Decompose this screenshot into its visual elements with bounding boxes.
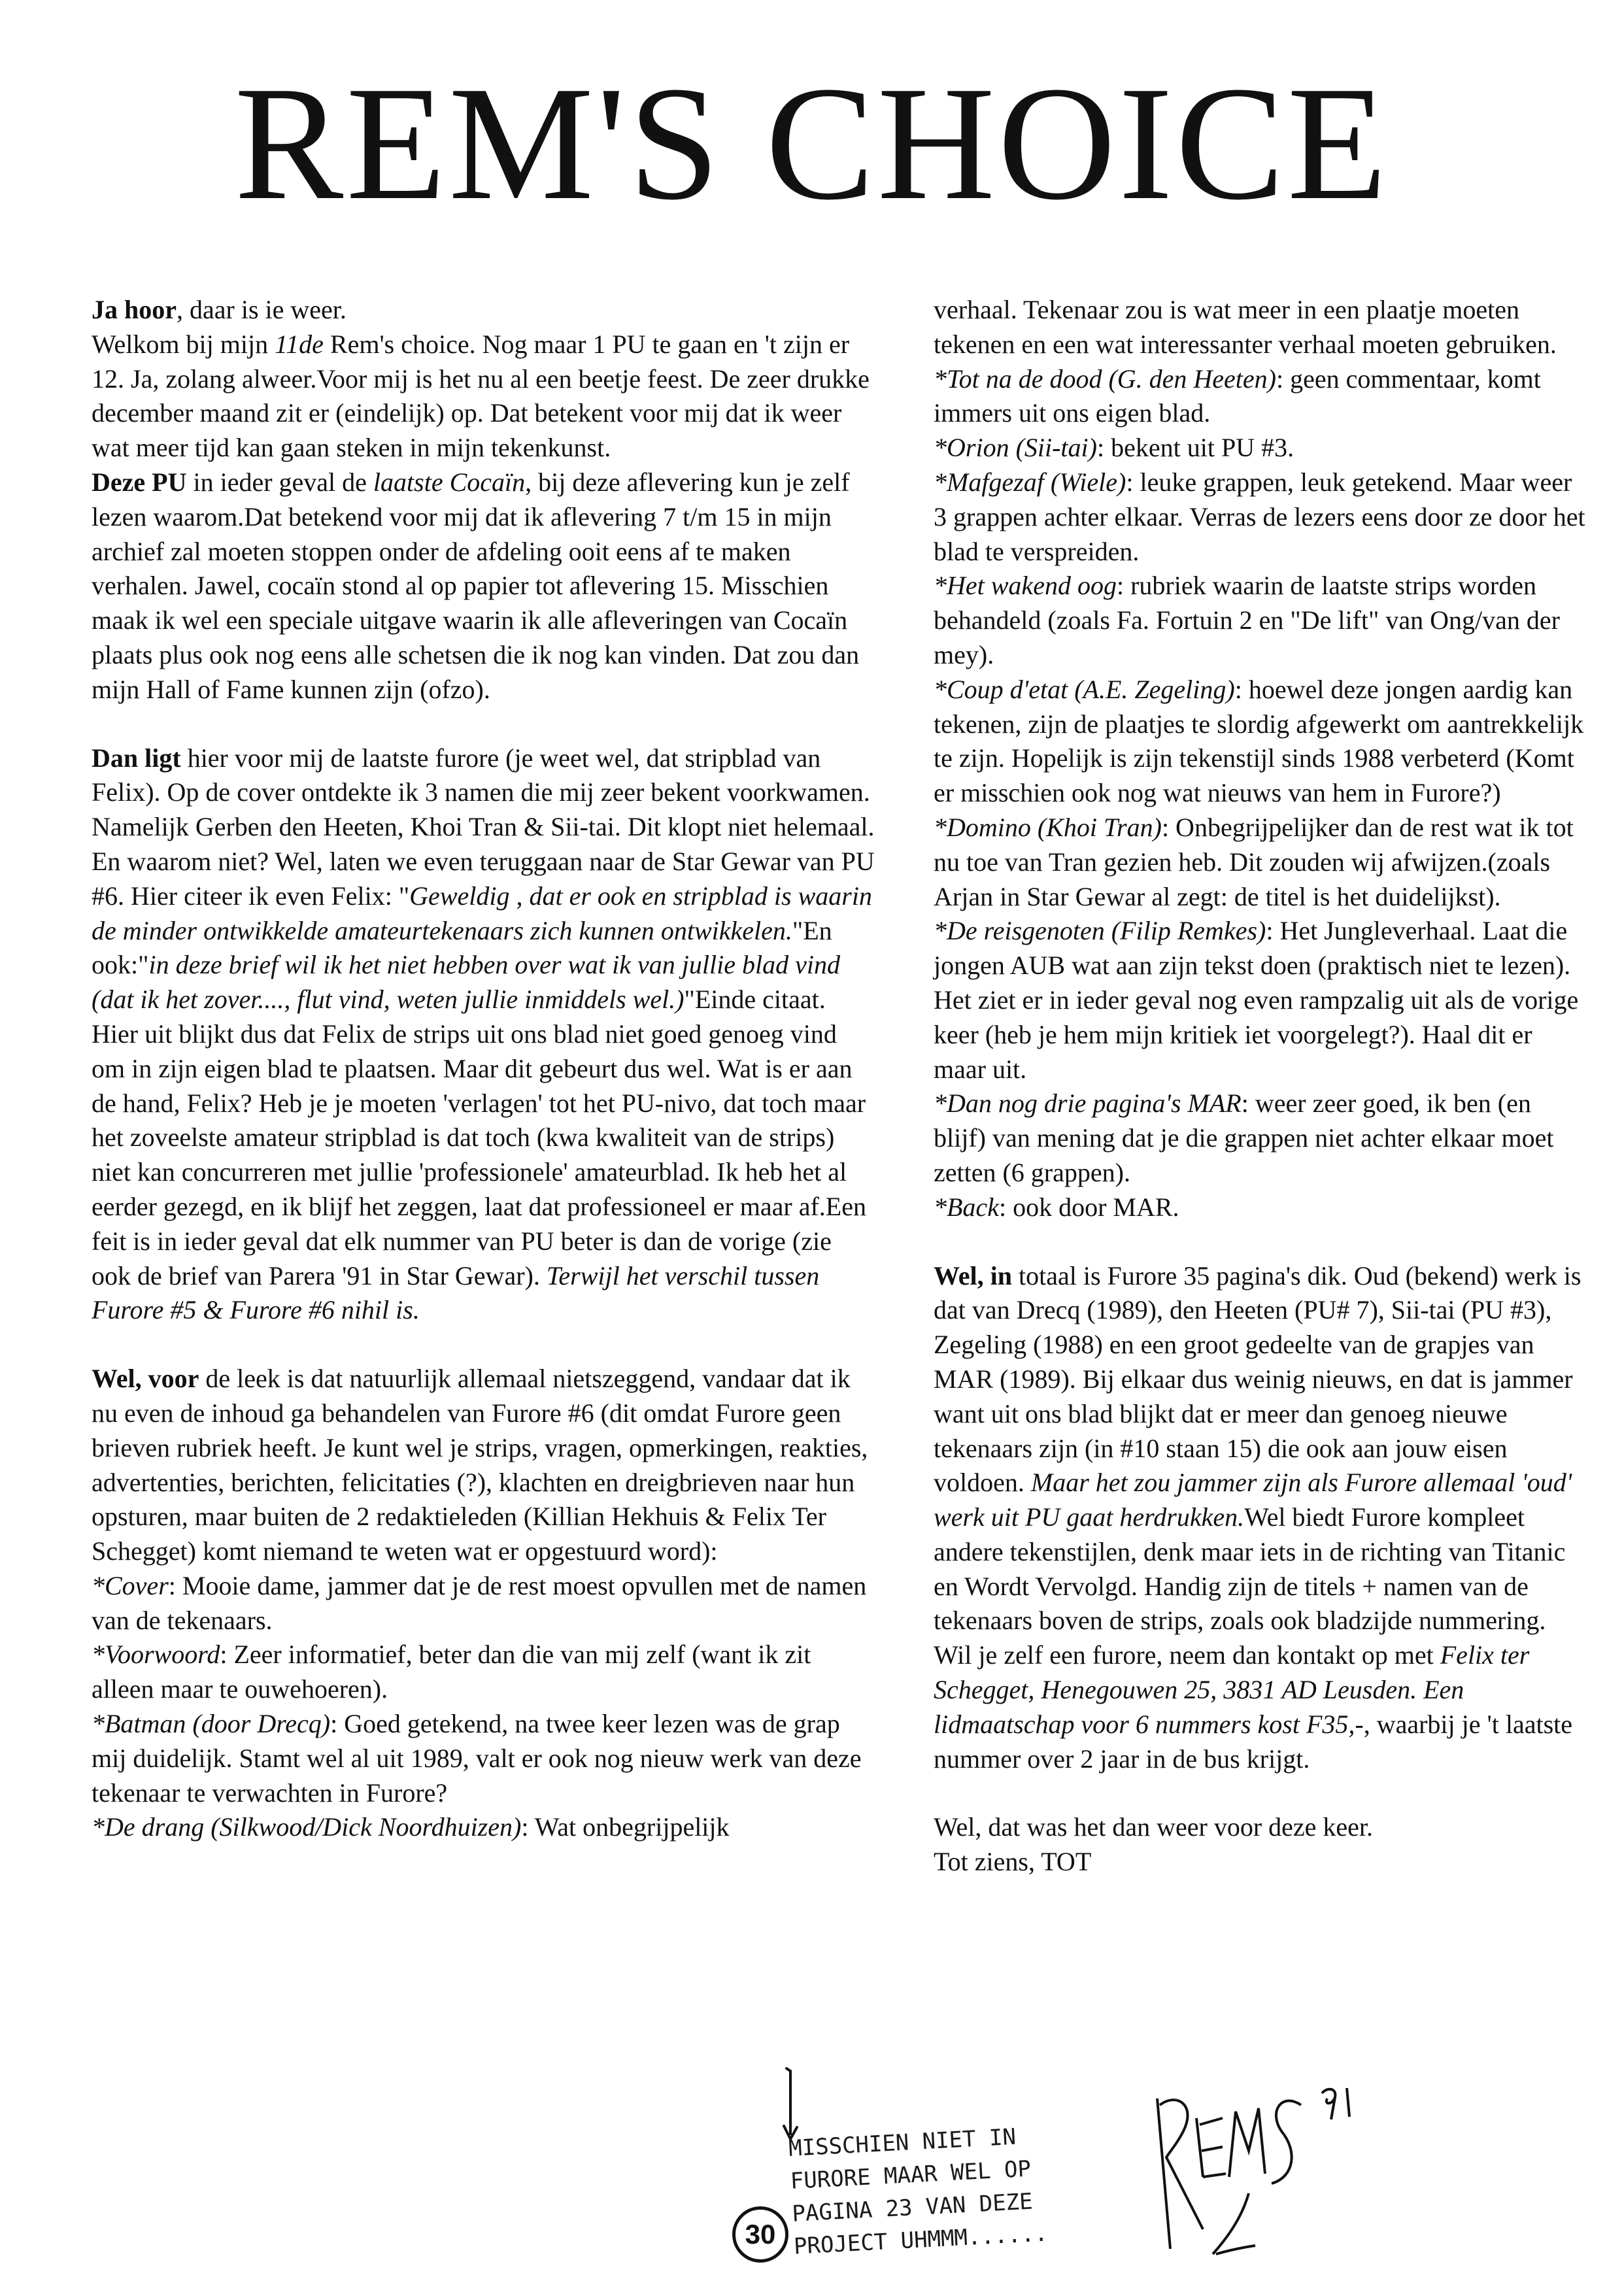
text-run: hier voor mij de laatste furore (je weet wel, dat stripblad van Felix). Op de cover ontdekte ik 3 namen die mij zeer bekent voorkwamen. Namelijk Gerben den Heeten, Khoi Tran & Sii-tai. Dit klopt niet helemaal. En waarom niet? Wel, laten we even teruggaan naar de Star Gewar van PU #6. Hier citeer ik even Felix: " xyxy=(92,743,875,911)
review-item-text: : Zeer informatief, beter dan die van mij zelf (want ik zit alleen maar te ouwehoeren). xyxy=(92,1640,811,1704)
text-run: in ieder geval de xyxy=(186,467,373,497)
handwritten-note xyxy=(788,2119,1049,2263)
review-item-text: : Goed getekend, na twee keer lezen was de grap mij duidelijk. Stamt wel al uit 1989, valt er ook nog nieuw werk van deze tekenaar te verwachten in Furore? xyxy=(92,1709,862,1808)
review-item-text: : rubriek waarin de laatste strips worden behandeld (zoals Fa. Fortuin 2 en "De lift" van Ong/van der mey). xyxy=(934,571,1560,669)
paragraph-gap xyxy=(92,707,876,741)
paragraph-continued: verhaal. Tekenaar zou is wat meer in een plaatje moeten tekenen en een wat interessanter verhaal moeten gebruiken. xyxy=(934,295,1557,359)
text-run: de leek is dat natuurlijk allemaal nietszeggend, vandaar dat ik nu even de inhoud ga behandelen van Furore #6 (dit omdat Furore geen brieven rubriek heeft. Je kunt wel je strips, vragen, opmerkingen, reakties, advertenties, berichten, felicitaties (?), klachten en dreigbrieven naar hun opsturen, maar buiten de 2 redaktieleden (Killian Hekhuis & Felix Ter Schegget) komt niemand te weten wat er opgestuurd word): xyxy=(92,1364,868,1566)
review-item xyxy=(92,1638,876,1707)
text-run: , daar is ie weer. xyxy=(177,295,347,324)
review-item-text: : hoewel deze jongen aardig kan tekenen, zijn de plaatjes te slordig afgewerkt om aantrekkelijk te zijn. Hopelijk is zijn tekenstijl sinds 1988 verbeterd (Komt er misschien ook nog wat nieuws van hem in Furore?) xyxy=(934,674,1584,808)
text-run-italic: laatste Cocaïn xyxy=(373,467,526,497)
review-item xyxy=(934,673,1587,811)
review-item-text: : Onbegrijpelijker dan de rest wat ik tot nu toe van Tran gezien heb. Dit zouden wij afwijzen.(zoals Arjan in Star Gewar al zegt: de titel is het duidelijkst). xyxy=(934,812,1574,911)
paragraph-cocain xyxy=(92,465,876,707)
text-run-italic: Felix ter Schegget, Henegouwen 25, 3831 AD Leusden. Een lidmaatschap voor 6 nummers kost F35,- xyxy=(934,1640,1530,1739)
text-run-italic: Terwijl het verschil tussen Furore #5 & Furore #6 nihil is. xyxy=(92,1260,820,1325)
text-run: Rem's choice. Nog maar 1 PU te gaan en 't zijn er 12. Ja, zolang alweer.Voor mij is het nu al een beetje feest. De zeer drukke december maand zit er (eindelijk) op. Dat betekent voor mij dat ik weer wat meer tijd kan gaan steken in mijn tekenkunst. xyxy=(92,329,870,463)
review-item-text: : bekent uit PU #3. xyxy=(1096,433,1294,463)
review-item-text: : leuke grappen, leuk getekend. Maar weer 3 grappen achter elkaar. Verras de lezers eens door ze door het blad te verspreiden. xyxy=(934,467,1585,566)
text-run: Welkom bij mijn xyxy=(92,329,275,359)
review-item-title: *Domino (Khoi Tran) xyxy=(934,812,1162,842)
lead-in: Dan ligt xyxy=(92,743,181,773)
lead-in: Deze PU xyxy=(92,467,187,497)
review-item-title: *De reisgenoten (Filip Remkes) xyxy=(934,916,1266,946)
review-item-text: : ook door MAR. xyxy=(998,1192,1179,1222)
handwritten-line: FURORE MAAR WEL OP xyxy=(789,2155,1032,2195)
review-item xyxy=(934,1087,1587,1190)
paragraph-intro xyxy=(92,293,876,465)
closing-line: Wel, dat was het dan weer voor deze keer. xyxy=(934,1812,1374,1842)
review-item-title: *Dan nog drie pagina's MAR xyxy=(934,1088,1242,1119)
handwritten-line: PROJECT UHMMM...... xyxy=(793,2220,1049,2260)
review-item-text: : weer zeer goed, ik ben (en blijf) van mening dat je die grappen niet achter elkaar moet zetten (6 grappen). xyxy=(934,1088,1554,1187)
text-run-italic: Maar het zou jammer zijn als Furore allemaal 'oud' werk uit PU gaat herdrukken. xyxy=(934,1468,1572,1532)
lead-in: Ja hoor xyxy=(92,295,177,324)
review-item xyxy=(92,1810,876,1845)
handwritten-line: PAGINA 23 VAN DEZE xyxy=(791,2188,1034,2227)
text-run: totaal is Furore 35 pagina's dik. Oud (bekend) werk is dat van Drecq (1989), den Heeten (PU# 7), Sii-tai (PU #3), Zegeling (1988) en een groot gedeelte van de grapjes van MAR (1989). Bij elkaar dus weinig nieuws, en dat is jammer want uit ons blad blijkt dat er meer dan genoeg nieuwe tekenaars zijn (in #10 staan 15) die ook aan jouw eisen voldoen. xyxy=(934,1260,1582,1498)
review-item xyxy=(934,1190,1587,1225)
review-item-text: : Het Jungleverhaal. Laat die jongen AUB wat aan zijn tekst doen (praktisch niet te lezen). Het ziet er in ieder geval nog even rampzalig uit als de vorige keer (heb je hem mijn kritiek iet voorgelegt?). Haal dit er maar uit. xyxy=(934,916,1579,1084)
left-column xyxy=(92,293,876,1845)
lead-in: Wel, voor xyxy=(92,1364,199,1394)
review-item-title: *Back xyxy=(934,1192,999,1222)
closing-line: Tot ziens, TOT xyxy=(934,1847,1092,1877)
review-item-title: *Voorwoord xyxy=(92,1640,220,1670)
text-run-italic: Geweldig , dat er ook en stripblad is waarin de minder ontwikkelde amateurtekenaars zich kunnen ontwikkelen. xyxy=(92,881,872,945)
review-item xyxy=(92,1707,876,1810)
review-item xyxy=(934,811,1587,914)
page-title: REM'S CHOICE xyxy=(234,53,1390,234)
text-run-italic: 11de xyxy=(275,329,324,359)
paragraph-gap xyxy=(934,1225,1587,1259)
review-item xyxy=(934,431,1587,465)
paragraph-leek xyxy=(92,1362,876,1569)
text-run: "En ook:" xyxy=(92,915,832,980)
signature-scribble xyxy=(1151,2079,1386,2262)
review-item xyxy=(934,914,1587,1087)
text-run: , waarbij je 't laatste nummer over 2 jaar in de bus krijgt. xyxy=(934,1709,1573,1774)
review-item-text: : geen commentaar, komt immers uit ons eigen blad. xyxy=(934,363,1541,428)
text-run: "Einde citaat. Hier uit blijkt dus dat Felix de strips uit ons blad niet goed genoeg vind om in zijn eigen blad te plaatsen. Maar dit gebeurt dus wel. Wat is er aan de hand, Felix? Heb je je moeten 'verlagen' tot het PU-nivo, dat toch maar het zoveelste amateur stripblad is dat toch (kwa kwaliteit van de strips) niet kan concurreren met jullie 'professionele' amateurblad. Ik heb het al eerder gezegd, en ik blijf het zeggen, laat dat professioneel er maar af.Een feit is in ieder geval dat elk nummer van PU beter is dan de vorige (zie ook de brief van Parera '91 in Star Gewar). xyxy=(92,985,866,1290)
handwritten-line: MISSCHIEN NIET IN xyxy=(788,2123,1017,2162)
review-item-text: : Mooie dame, jammer dat je de rest moest opvullen met de namen van de tekenaars. xyxy=(92,1570,867,1635)
paragraph-gap xyxy=(92,1328,876,1362)
lead-in: Wel, in xyxy=(934,1260,1013,1290)
review-item-title: *De drang (Silkwood/Dick Noordhuizen) xyxy=(92,1812,522,1842)
review-item-title: *Batman (door Drecq) xyxy=(92,1709,331,1739)
review-item-title: *Orion (Sii-tai) xyxy=(934,433,1097,463)
page-number: 30 xyxy=(732,2206,788,2263)
review-item-text: : Wat onbegrijpelijk xyxy=(521,1812,730,1842)
paragraph-furore xyxy=(92,741,876,1328)
review-item-title: *Coup d'etat (A.E. Zegeling) xyxy=(934,674,1235,704)
review-item xyxy=(934,569,1587,672)
paragraph-total xyxy=(934,1259,1587,1777)
paragraph-gap xyxy=(934,1776,1587,1810)
text-run-italic: in deze brief wil ik het niet hebben over wat ik van jullie blad vind (dat ik het zover...., flut vind, weten jullie inmiddels wel.) xyxy=(92,950,840,1015)
review-item xyxy=(934,362,1587,431)
review-item-title: *Het wakend oog xyxy=(934,571,1117,601)
text-run: Wel biedt Furore kompleet andere tekenstijlen, denk maar iets in de richting van Titanic en Wordt Vervolgd. Handig zijn de titels + namen van de tekenaars boven de strips, zoals ook bladzijde nummering. Wil je zelf een furore, neem dan kontakt op met xyxy=(934,1502,1566,1670)
review-item-title: *Mafgezaf (Wiele) xyxy=(934,467,1126,497)
review-item xyxy=(92,1569,876,1638)
review-item-title: *Cover xyxy=(92,1570,169,1600)
right-column xyxy=(934,293,1587,1879)
text-run: , bij deze aflevering kun je zelf lezen waarom.Dat betekend voor mij dat ik aflevering 7 t/m 15 in mijn archief zal moeten stoppen onder de afdeling ooit eens af te maken verhalen. Jawel, cocaïn stond al op papier tot aflevering 15. Misschien maak ik wel een speciale uitgave waarin ik alle afleveringen van Cocaïn plaats plus ook nog eens alle schetsen die ik nog kan vinden. Dat zou dan mijn Hall of Fame kunnen zijn (ofzo). xyxy=(92,467,860,704)
review-item-title: *Tot na de dood (G. den Heeten) xyxy=(934,363,1276,394)
review-item xyxy=(934,465,1587,569)
